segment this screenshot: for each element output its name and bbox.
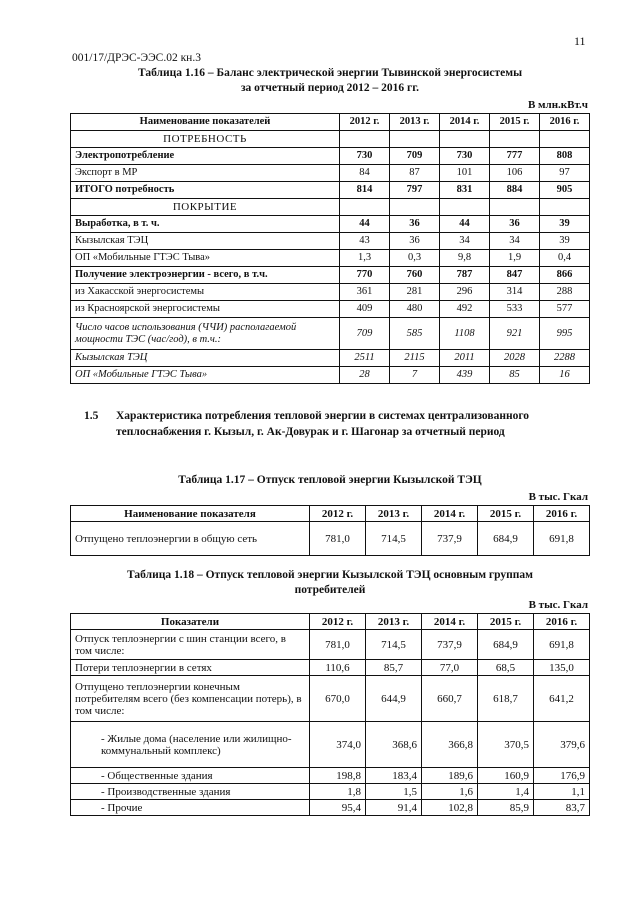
cell: 361: [340, 284, 390, 301]
row-label: Отпущено теплоэнергии конечным потребителям всего (без компенсации потерь), в том числе:: [71, 676, 310, 722]
table-row: [71, 148, 590, 165]
cell: 91,4: [366, 800, 422, 816]
cell: 110,6: [310, 660, 366, 676]
table17-col-year: 2014 г.: [422, 506, 478, 522]
table-row: [71, 301, 590, 318]
table16-electric-balance: [70, 113, 590, 384]
cell: 106: [490, 165, 540, 182]
cell: 39: [540, 216, 590, 233]
table16-section-row: [71, 199, 590, 216]
cell: 28: [340, 367, 390, 384]
cell: 2011: [440, 350, 490, 367]
cell: 670,0: [310, 676, 366, 722]
table17-col-year: 2012 г.: [310, 506, 366, 522]
cell: 660,7: [422, 676, 478, 722]
table16-title-line2: за отчетный период 2012 – 2016 гг.: [240, 82, 420, 94]
cell: 777: [490, 148, 540, 165]
table18-unit: В тыс. Гкал: [528, 599, 588, 611]
row-label: ИТОГО потребность: [71, 182, 340, 199]
row-label: Кызылская ТЭЦ: [71, 233, 340, 250]
table18-col-year: 2014 г.: [422, 614, 478, 630]
table16-col-year: 2014 г.: [440, 114, 490, 131]
cell: 160,9: [478, 768, 534, 784]
table16-col-name: Наименование показателей: [71, 114, 340, 131]
cell: 684,9: [478, 522, 534, 556]
cell: 0,3: [390, 250, 440, 267]
cell: 808: [540, 148, 590, 165]
cell: 44: [440, 216, 490, 233]
cell: 68,5: [478, 660, 534, 676]
row-label: Выработка, в т. ч.: [71, 216, 340, 233]
cell: 921: [490, 318, 540, 350]
table17-title: Таблица 1.17 – Отпуск тепловой энергии Кызылской ТЭЦ: [178, 474, 482, 486]
section-heading: [84, 408, 544, 456]
cell: 102,8: [422, 800, 478, 816]
cell: 709: [390, 148, 440, 165]
row-label: из Красноярской энергосистемы: [71, 301, 340, 318]
cell: 691,8: [534, 630, 590, 660]
table17-col-name: Наименование показателя: [71, 506, 310, 522]
table-row: [71, 722, 590, 768]
row-label: ОП «Мобильные ГТЭС Тыва»: [71, 250, 340, 267]
table17-col-year: 2016 г.: [534, 506, 590, 522]
cell: 641,2: [534, 676, 590, 722]
cell: 797: [390, 182, 440, 199]
table18-title: [60, 568, 600, 598]
cell: 995: [540, 318, 590, 350]
table-row: [71, 250, 590, 267]
cell: 2511: [340, 350, 390, 367]
table-row: [71, 630, 590, 660]
table-row: [71, 522, 590, 556]
cell: 585: [390, 318, 440, 350]
cell: 34: [490, 233, 540, 250]
cell: 1,8: [310, 784, 366, 800]
cell: 492: [440, 301, 490, 318]
cell: 198,8: [310, 768, 366, 784]
cell: 39: [540, 233, 590, 250]
cell: 1,1: [534, 784, 590, 800]
cell: 34: [440, 233, 490, 250]
cell: 714,5: [366, 630, 422, 660]
table17-col-year: 2015 г.: [478, 506, 534, 522]
cell: 2115: [390, 350, 440, 367]
cell: 9,8: [440, 250, 490, 267]
cell: 36: [390, 216, 440, 233]
cell: 1,9: [490, 250, 540, 267]
table-row: [71, 233, 590, 250]
cell: 36: [490, 216, 540, 233]
cell: 84: [340, 165, 390, 182]
cell: 847: [490, 267, 540, 284]
section-cover-label: ПОКРЫТИЕ: [71, 199, 340, 216]
table16-header-row: [71, 114, 590, 131]
row-label: Получение электроэнергии - всего, в т.ч.: [71, 267, 340, 284]
cell: 905: [540, 182, 590, 199]
cell: 95,4: [310, 800, 366, 816]
cell: 1,4: [478, 784, 534, 800]
table-row: [71, 768, 590, 784]
cell: 781,0: [310, 522, 366, 556]
row-label: Число часов использования (ЧЧИ) располагаемой мощности ТЭС (час/год), в т.ч.:: [71, 318, 340, 350]
table-row: [71, 784, 590, 800]
row-label: ОП «Мобильные ГТЭС Тыва»: [71, 367, 340, 384]
cell: 44: [340, 216, 390, 233]
cell: 374,0: [310, 722, 366, 768]
cell: 101: [440, 165, 490, 182]
cell: 2288: [540, 350, 590, 367]
cell: 737,9: [422, 522, 478, 556]
cell: 314: [490, 284, 540, 301]
cell: 85,7: [366, 660, 422, 676]
table17-header-row: [71, 506, 590, 522]
table17-heat-supply: [70, 505, 590, 556]
row-label: - Жилые дома (население или жилищно-коммунальный комплекс): [71, 722, 310, 768]
row-label: из Хакасской энергосистемы: [71, 284, 340, 301]
table16-col-year: 2013 г.: [390, 114, 440, 131]
cell: 533: [490, 301, 540, 318]
cell: 43: [340, 233, 390, 250]
table-row: [71, 367, 590, 384]
table16-title-line1: Таблица 1.16 – Баланс электрической энергии Тывинской энергосистемы: [137, 67, 523, 79]
table-row: [71, 182, 590, 199]
cell: 439: [440, 367, 490, 384]
table16-col-year: 2015 г.: [490, 114, 540, 131]
document-number: 001/17/ДРЭС-ЭЭС.02 кн.3: [72, 52, 201, 64]
row-label: Электропотребление: [71, 148, 340, 165]
cell: 1108: [440, 318, 490, 350]
cell: 618,7: [478, 676, 534, 722]
cell: 366,8: [422, 722, 478, 768]
cell: 83,7: [534, 800, 590, 816]
cell: 814: [340, 182, 390, 199]
cell: 737,9: [422, 630, 478, 660]
table-row: [71, 800, 590, 816]
table16-title: [60, 66, 600, 96]
cell: 370,5: [478, 722, 534, 768]
section-number: 1.5: [84, 410, 99, 422]
table-row: [71, 267, 590, 284]
cell: 1,6: [422, 784, 478, 800]
cell: 288: [540, 284, 590, 301]
table16-unit: В млн.кВт.ч: [527, 99, 588, 111]
row-label: Кызылская ТЭЦ: [71, 350, 340, 367]
cell: 760: [390, 267, 440, 284]
row-label: Потери теплоэнергии в сетях: [71, 660, 310, 676]
table18-col-year: 2016 г.: [534, 614, 590, 630]
page-number: 11: [574, 34, 586, 48]
table-row: [71, 660, 590, 676]
table18-title-line1: Таблица 1.18 – Отпуск тепловой энергии Кызылской ТЭЦ основным группам: [127, 569, 533, 581]
row-label: Отпуск теплоэнергии с шин станции всего, в том числе:: [71, 630, 310, 660]
cell: 176,9: [534, 768, 590, 784]
table18-header-row: [71, 614, 590, 630]
table-row: [71, 318, 590, 350]
table16-col-year: 2012 г.: [340, 114, 390, 131]
cell: 85: [490, 367, 540, 384]
table18-title-line2: потребителей: [294, 584, 366, 596]
table16-section-row: [71, 131, 590, 148]
cell: 135,0: [534, 660, 590, 676]
cell: 85,9: [478, 800, 534, 816]
cell: 787: [440, 267, 490, 284]
cell: 183,4: [366, 768, 422, 784]
cell: 714,5: [366, 522, 422, 556]
cell: 781,0: [310, 630, 366, 660]
table18-heat-consumers: [70, 613, 590, 816]
cell: 7: [390, 367, 440, 384]
cell: 36: [390, 233, 440, 250]
cell: 281: [390, 284, 440, 301]
cell: 730: [340, 148, 390, 165]
row-label: - Производственные здания: [71, 784, 310, 800]
table-row: [71, 216, 590, 233]
row-label: - Общественные здания: [71, 768, 310, 784]
table18-col-year: 2012 г.: [310, 614, 366, 630]
table-row: [71, 676, 590, 722]
cell: 409: [340, 301, 390, 318]
cell: 2028: [490, 350, 540, 367]
cell: 1,5: [366, 784, 422, 800]
table-row: [71, 350, 590, 367]
cell: 480: [390, 301, 440, 318]
table-row: [71, 284, 590, 301]
cell: 831: [440, 182, 490, 199]
cell: 379,6: [534, 722, 590, 768]
cell: 77,0: [422, 660, 478, 676]
cell: 684,9: [478, 630, 534, 660]
table-row: [71, 165, 590, 182]
cell: 97: [540, 165, 590, 182]
cell: 577: [540, 301, 590, 318]
row-label: Отпущено теплоэнергии в общую сеть: [71, 522, 310, 556]
section-demand-label: ПОТРЕБНОСТЬ: [71, 131, 340, 148]
cell: 189,6: [422, 768, 478, 784]
cell: 709: [340, 318, 390, 350]
row-label: - Прочие: [71, 800, 310, 816]
cell: 296: [440, 284, 490, 301]
table17-unit: В тыс. Гкал: [528, 491, 588, 503]
cell: 691,8: [534, 522, 590, 556]
cell: 368,6: [366, 722, 422, 768]
table18-col-year: 2013 г.: [366, 614, 422, 630]
cell: 16: [540, 367, 590, 384]
cell: 730: [440, 148, 490, 165]
table17-col-year: 2013 г.: [366, 506, 422, 522]
table18-col-name: Показатели: [71, 614, 310, 630]
table16-col-year: 2016 г.: [540, 114, 590, 131]
section-title: Характеристика потребления тепловой энергии в системах централизованного теплоснабжения г. Кызыл, г. Ак-Довурак и г. Шагонар за отчетный период: [116, 410, 530, 438]
cell: 0,4: [540, 250, 590, 267]
row-label: Экспорт в МР: [71, 165, 340, 182]
cell: 770: [340, 267, 390, 284]
cell: 1,3: [340, 250, 390, 267]
cell: 87: [390, 165, 440, 182]
cell: 884: [490, 182, 540, 199]
table18-col-year: 2015 г.: [478, 614, 534, 630]
cell: 866: [540, 267, 590, 284]
cell: 644,9: [366, 676, 422, 722]
